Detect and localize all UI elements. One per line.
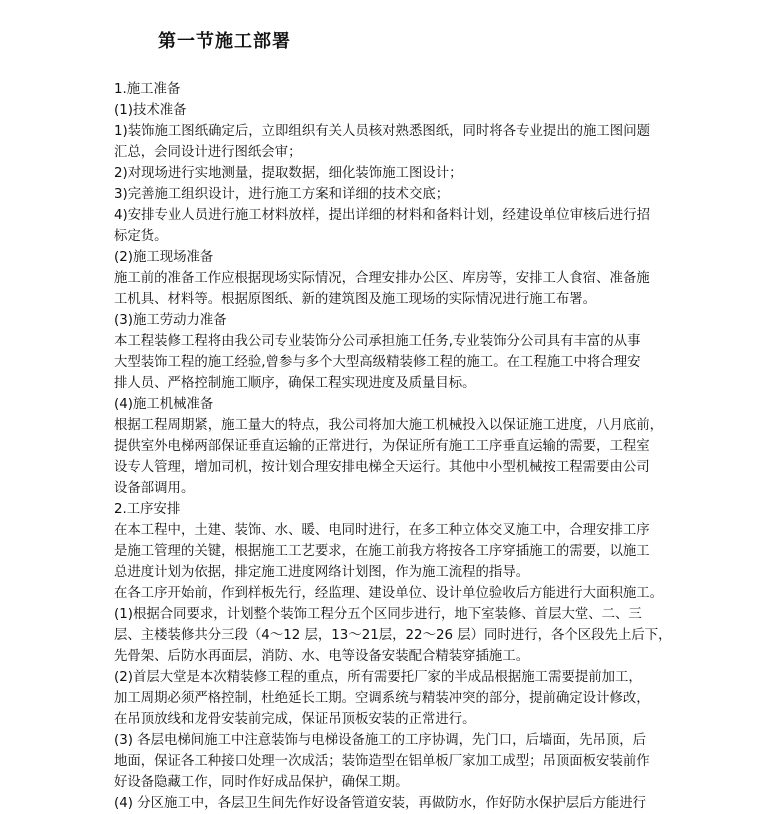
text-line: 在各工序开始前，作到样板先行，经监理、建设单位、设计单位验收后方能进行大面积施工。 [114,586,664,601]
text-line: 先骨架、后防水再面层，消防、水、电等设备安装配合精装穿插施工。 [114,649,530,664]
text-line: 2.工序安排 [114,502,181,517]
text-line: (3)施工劳动力准备 [114,313,227,328]
text-line: (1)技术准备 [114,103,187,118]
text-line: 好设备隐藏工作，同时作好成品保护，确保工期。 [114,775,409,790]
text-line: 2)对现场进行实地测量，提取数据，细化装饰施工图设计； [114,166,463,181]
text-line: (4) 分区施工中，各层卫生间先作好设备管道安装，再做防水，作好防水保护层后方能进行 [114,796,647,811]
text-line: 标定货。 [114,229,168,244]
text-line: 根据工程周期紧，施工量大的特点，我公司将加大施工机械投入以保证施工进度，八月底前， [114,418,664,433]
text-line: 层、主楼装修共分三段（4～12 层，13～21层，22～26 层）同时进行，各个区段先上后下， [114,628,672,643]
text-line: 本工程装修工程将由我公司专业装饰分公司承担施工任务,专业装饰分公司具有丰富的从事 [114,334,641,349]
text-line: (4)施工机械准备 [114,397,214,412]
text-line: 地面，保证各工种接口处理一次成活；装饰造型在铝单板厂家加工成型；吊顶面板安装前作 [114,754,650,769]
text-line: 在本工程中，土建、装饰、水、暖、电同时进行，在多工种立体交叉施工中，合理安排工序 [114,523,650,538]
text-line: (2)首层大堂是本次精装修工程的重点，所有需要托厂家的半成品根据施工需要提前加工， [114,670,642,685]
text-line: 1)装饰施工图纸确定后，立即组织有关人员核对熟悉图纸，同时将各专业提出的施工图问题 [114,124,650,139]
document-body [114,79,674,814]
text-line: 加工周期必须严格控制，杜绝延长工期。空调系统与精装冲突的部分，提前确定设计修改， [114,691,650,706]
text-line: 总进度计划为依据，排定施工进度网络计划图，作为施工流程的指导。 [114,565,530,580]
text-line: 在吊顶放线和龙骨安装前完成，保证吊顶板安装的正常进行。 [114,712,476,727]
text-line: 大型装饰工程的施工经验,曾参与多个大型高级精装修工程的施工。在工程施工中将合理安 [114,355,641,370]
section-title: 第一节施工部署 [158,31,291,52]
text-line: (2)施工现场准备 [114,250,214,265]
text-line: 汇总，会同设计进行图纸会审； [114,145,302,160]
text-line: 提供室外电梯两部保证垂直运输的正常进行，为保证所有施工工序垂直运输的需要，工程室 [114,439,650,454]
text-line: (3) 各层电梯间施工中注意装饰与电梯设备施工的工序协调，先门口，后墙面，先吊顶，后 [114,733,647,748]
text-line: 4)安排专业人员进行施工材料放样，提出详细的材料和备料计划，经建设单位审核后进行招 [114,208,650,223]
text-line: 3)完善施工组织设计，进行施工方案和详细的技术交底； [114,187,450,202]
text-line: 排人员、严格控制施工顺序，确保工程实现进度及质量目标。 [114,376,476,391]
text-line: 设备部调用。 [114,481,195,496]
text-line: 1.施工准备 [114,82,181,97]
text-line: 施工前的准备工作应根据现场实际情况，合理安排办公区、库房等，安排工人食宿、准备施 [114,271,650,286]
text-line: 是施工管理的关键，根据施工工艺要求，在施工前我方将按各工序穿插施工的需要，以施工 [114,544,650,559]
text-line: 设专人管理，增加司机，按计划合理安排电梯全天运行。其他中小型机械按工程需要由公司 [114,460,650,475]
text-line: 工机具、材料等。根据原图纸、新的建筑图及施工现场的实际情况进行施工布署。 [114,292,597,307]
text-line: (1)根据合同要求，计划整个装饰工程分五个区同步进行，地下室装修、首层大堂、二、三 [114,607,642,622]
